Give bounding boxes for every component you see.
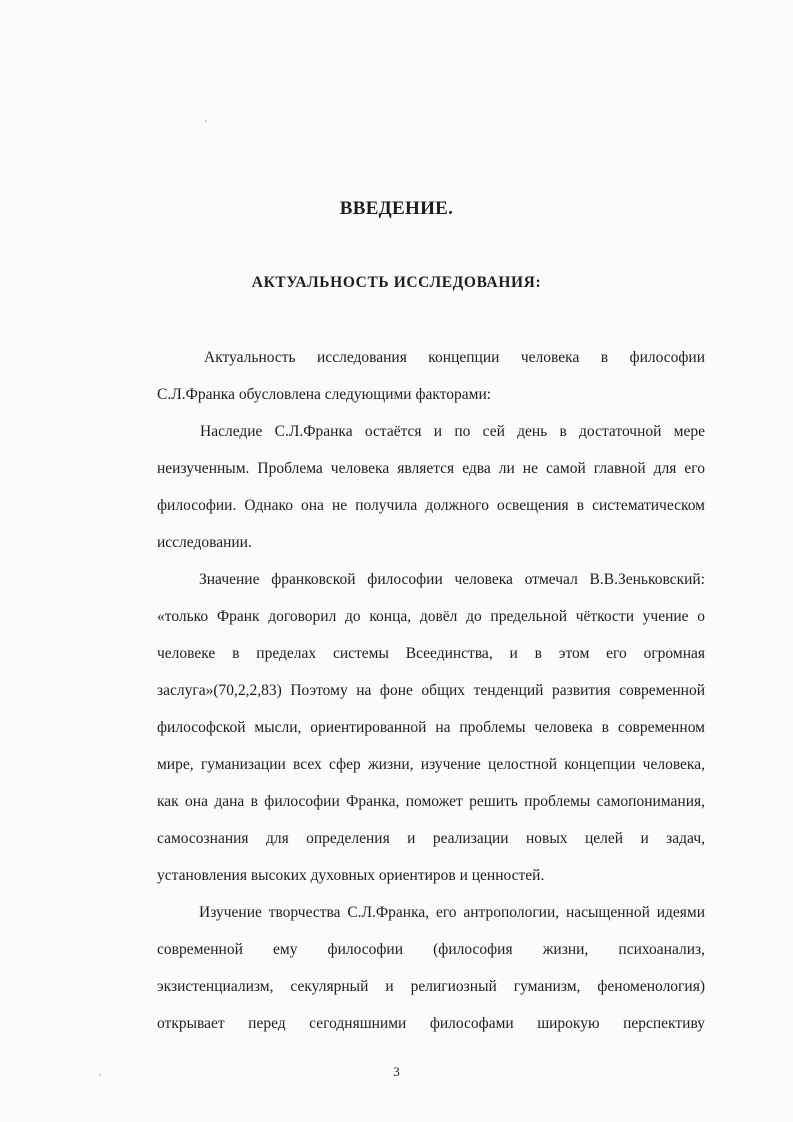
text-line: Наследие С.Л.Франка остаётся и по сей день в достаточной мере xyxy=(200,423,705,440)
text-line: мире, гуманизации всех сфер жизни, изучение целостной концепции человека, xyxy=(157,756,705,773)
text-line: «только Франк договорил до конца, довёл до предельной чёткости учение о xyxy=(157,608,705,625)
text-line: исследовании. xyxy=(157,534,252,551)
text-line: экзистенциализм, секулярный и религиозный гуманизм, феноменология) xyxy=(157,978,705,995)
page-number: 3 xyxy=(393,1064,400,1079)
page-title: ВВЕДЕНИЕ. xyxy=(339,198,454,219)
text-line: заслуга»(70,2,2,83) Поэтому на фоне общих тенденций развития современной xyxy=(157,682,705,699)
section-heading: АКТУАЛЬНОСТЬ ИССЛЕДОВАНИЯ: xyxy=(251,274,542,291)
text-line: как она дана в философии Франка, поможет решить проблемы самопонимания, xyxy=(157,793,705,810)
text-line: установления высоких духовных ориентиров и ценностей. xyxy=(157,867,545,884)
text-line: современной ему философии (философия жизни, психоанализ, xyxy=(157,941,705,958)
text-line: философской мысли, ориентированной на проблемы человека в современном xyxy=(157,719,705,736)
text-line: человеке в пределах системы Всеединства, и в этом его огромная xyxy=(157,645,705,662)
text-line: открывает перед сегодняшними философами широкую перспективу xyxy=(157,1015,705,1032)
scan-speck xyxy=(205,120,207,122)
text-line: Значение франковской философии человека отмечал В.В.Зеньковский: xyxy=(199,571,705,588)
text-line: Актуальность исследования концепции человека в философии xyxy=(204,349,705,366)
text-line: С.Л.Франка обусловлена следующими факторами: xyxy=(157,386,492,403)
text-line: самосознания для определения и реализации новых целей и задач, xyxy=(157,830,705,847)
text-line: неизученным. Проблема человека является едва ли не самой главной для его xyxy=(157,460,705,477)
text-line: Изучение творчества С.Л.Франка, его антропологии, насыщенной идеями xyxy=(199,904,705,921)
text-line: философии. Однако она не получила должного освещения в систематическом xyxy=(157,497,705,514)
